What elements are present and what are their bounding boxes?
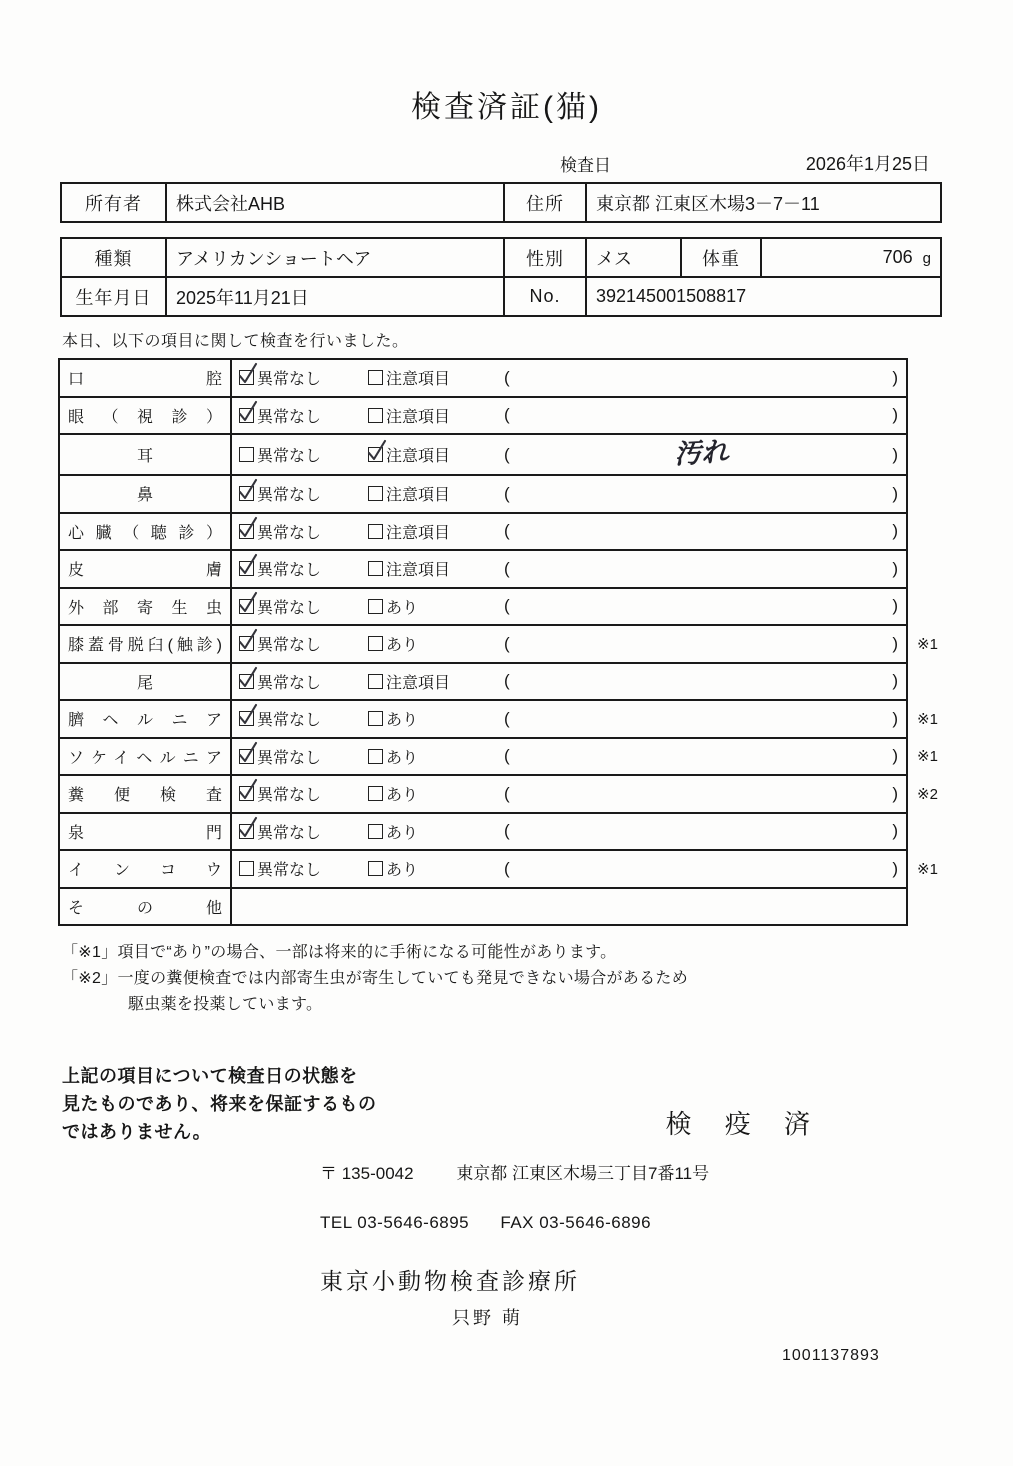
result-parentheses <box>504 484 906 504</box>
exam-option-label: あり <box>386 862 419 880</box>
exam-option <box>239 557 368 580</box>
exam-item-label: 尾 <box>59 663 231 701</box>
exam-option <box>368 782 504 805</box>
exam-option-label: 異常なし <box>257 524 322 542</box>
checkbox-checked <box>239 561 254 576</box>
paren-open: ( <box>504 483 510 503</box>
exam-option-label: 異常なし <box>257 371 322 389</box>
quarantine-passed-stamp: 検 疫 済 <box>665 1109 823 1139</box>
footnote-mark <box>907 663 953 701</box>
exam-row <box>59 475 953 513</box>
exam-option-label: 異常なし <box>257 712 322 730</box>
checkbox-unchecked <box>368 824 383 839</box>
checkbox-unchecked <box>368 711 383 726</box>
exam-item-label: 泉門 <box>59 813 231 851</box>
exam-item-label: 皮膚 <box>59 550 231 588</box>
result-parentheses <box>504 821 906 841</box>
paren-open: ( <box>504 858 510 878</box>
breed-label: 種類 <box>61 238 166 277</box>
clinic-address: 東京都 江東区木場三丁目7番11号 <box>456 1164 710 1183</box>
exam-option <box>239 707 368 730</box>
owner-value: 株式会社AHB <box>166 183 504 222</box>
footnote-mark: ※1 <box>917 748 938 766</box>
footnote-mark <box>907 588 953 626</box>
exam-row <box>59 663 953 701</box>
no-label: No. <box>504 277 586 316</box>
exam-option <box>239 404 368 427</box>
exam-option <box>368 595 504 618</box>
exam-row <box>59 359 953 397</box>
exam-option <box>368 366 504 389</box>
exam-option <box>239 820 368 843</box>
exam-result-cell <box>231 625 907 663</box>
checkbox-unchecked <box>239 861 254 876</box>
exam-item-label: 耳 <box>59 434 231 475</box>
clinic-address-line <box>320 1159 1013 1184</box>
exam-option <box>368 404 504 427</box>
paren-open: ( <box>504 746 510 766</box>
inspection-date-row <box>60 150 940 176</box>
exam-item-label: 鼻 <box>59 475 231 513</box>
checkbox-unchecked <box>368 749 383 764</box>
exam-item-label: 膝蓋骨脱臼(触診) <box>59 625 231 663</box>
exam-result-cell <box>231 475 907 513</box>
paren-open: ( <box>504 633 510 653</box>
exam-option-label: 異常なし <box>257 862 322 880</box>
checkbox-checked <box>239 486 254 501</box>
exam-result-cell <box>231 700 907 738</box>
exam-option <box>239 632 368 655</box>
exam-item-label: 口腔 <box>59 359 231 397</box>
exam-option <box>239 595 368 618</box>
birthdate-row <box>61 277 941 316</box>
result-parentheses <box>504 559 906 579</box>
exam-option-label: 異常なし <box>257 408 322 426</box>
footnote-mark: ※2 <box>917 785 938 803</box>
exam-row <box>59 588 953 626</box>
postal-code: 〒 135-0042 <box>320 1164 414 1183</box>
exam-option <box>239 443 368 466</box>
exam-item-label: インコウ <box>59 850 231 888</box>
exam-option <box>368 820 504 843</box>
exam-item-label: 臍ヘルニア <box>59 700 231 738</box>
checkbox-checked <box>239 786 254 801</box>
footnote-mark: ※1 <box>917 860 938 878</box>
handwritten-check-icon <box>236 778 260 802</box>
intro-text: 本日、以下の項目に関して検査を行いました。 <box>62 333 409 350</box>
footnotes <box>62 940 1013 1018</box>
exam-item-label: 心臓（聴診） <box>59 513 231 551</box>
exam-option-label: 異常なし <box>257 787 322 805</box>
exam-option <box>239 857 368 880</box>
handwritten-check-icon <box>236 553 260 577</box>
paren-close: ) <box>892 483 898 503</box>
paren-close: ) <box>892 558 898 578</box>
checkbox-unchecked <box>368 599 383 614</box>
exam-option-label: あり <box>386 824 419 842</box>
disclaimer-line-3: ではありません。 <box>62 1122 212 1142</box>
exam-row <box>59 550 953 588</box>
exam-option <box>239 745 368 768</box>
owner-table <box>60 182 942 223</box>
breed-value: アメリカンショートヘア <box>166 238 504 277</box>
paren-close: ) <box>892 821 898 841</box>
exam-row <box>59 700 953 738</box>
bottom-section <box>0 1062 1013 1146</box>
handwritten-check-icon <box>365 439 389 463</box>
exam-result-cell <box>231 738 907 776</box>
checkbox-unchecked <box>368 861 383 876</box>
footnote-mark <box>907 359 953 397</box>
paren-close: ) <box>892 367 898 387</box>
exam-result-cell <box>231 513 907 551</box>
exam-result-cell <box>231 588 907 626</box>
exam-result-cell <box>231 359 907 397</box>
checkbox-checked <box>368 447 383 462</box>
paren-open: ( <box>504 367 510 387</box>
exam-table <box>58 358 954 926</box>
exam-option <box>368 857 504 880</box>
handwritten-check-icon <box>236 400 260 424</box>
exam-result-cell <box>231 813 907 851</box>
birthdate-label: 生年月日 <box>61 277 166 316</box>
paren-open: ( <box>504 521 510 541</box>
sex-label: 性別 <box>504 238 586 277</box>
paren-open: ( <box>504 708 510 728</box>
exam-option <box>239 782 368 805</box>
exam-option-label: 注意項目 <box>386 674 451 692</box>
exam-option <box>239 670 368 693</box>
checkbox-checked <box>239 636 254 651</box>
paren-close: ) <box>892 783 898 803</box>
result-parentheses <box>504 368 906 388</box>
birthdate-value: 2025年11月21日 <box>166 277 504 316</box>
result-parentheses <box>504 596 906 616</box>
exam-item-label: 糞便検査 <box>59 775 231 813</box>
exam-item-label: 外部寄生虫 <box>59 588 231 626</box>
disclaimer <box>62 1062 377 1146</box>
exam-row <box>59 888 953 926</box>
exam-option <box>239 520 368 543</box>
checkbox-unchecked <box>368 370 383 385</box>
weight-unit: g <box>922 250 931 267</box>
paren-open: ( <box>504 558 510 578</box>
exam-result-cell <box>231 775 907 813</box>
exam-result-cell <box>231 888 907 926</box>
checkbox-unchecked <box>368 636 383 651</box>
result-parentheses <box>504 859 906 879</box>
footnote-1: 「※1」項目で“あり”の場合、一部は将来的に手術になる可能性があります。 <box>62 944 617 961</box>
result-parentheses <box>504 784 906 804</box>
exam-result-cell <box>231 850 907 888</box>
result-parentheses <box>504 709 906 729</box>
owner-row <box>61 183 941 222</box>
checkbox-checked <box>239 749 254 764</box>
exam-item-label: 眼（視診） <box>59 397 231 435</box>
checkbox-checked <box>239 408 254 423</box>
exam-option-label: 異常なし <box>257 448 322 465</box>
result-parentheses <box>504 521 906 541</box>
checkbox-unchecked <box>368 786 383 801</box>
address-label: 住所 <box>504 183 586 222</box>
exam-option-label: 注意項目 <box>386 408 451 426</box>
exam-option-label: 異常なし <box>257 674 322 692</box>
paren-open: ( <box>504 405 510 425</box>
checkbox-unchecked <box>239 447 254 462</box>
exam-item-label: その他 <box>59 888 231 926</box>
disclaimer-line-1: 上記の項目について検査日の状態を <box>62 1066 358 1086</box>
paren-close: ) <box>892 708 898 728</box>
checkbox-checked <box>239 711 254 726</box>
exam-item-label: ソケイヘルニア <box>59 738 231 776</box>
handwritten-check-icon <box>236 816 260 840</box>
exam-option <box>239 482 368 505</box>
checkbox-unchecked <box>368 561 383 576</box>
disclaimer-line-2: 見たものであり、将来を保証するもの <box>62 1094 377 1114</box>
exam-option-label: 異常なし <box>257 637 322 655</box>
result-parentheses <box>504 435 906 474</box>
exam-option-label: 異常なし <box>257 749 322 767</box>
exam-option <box>239 366 368 389</box>
handwritten-note: 汚れ <box>673 436 729 471</box>
address-value: 東京都 江東区木場3－7－11 <box>586 183 941 222</box>
paren-close: ) <box>892 633 898 653</box>
paren-close: ) <box>892 858 898 878</box>
exam-option-label: あり <box>386 787 419 805</box>
paren-open: ( <box>504 783 510 803</box>
exam-row <box>59 434 953 475</box>
checkbox-checked <box>239 524 254 539</box>
paren-open: ( <box>504 596 510 616</box>
exam-option-label: 異常なし <box>257 824 322 842</box>
exam-option-label: あり <box>386 712 419 730</box>
checkbox-checked <box>239 599 254 614</box>
paren-open: ( <box>504 671 510 691</box>
sex-value: メス <box>586 238 681 277</box>
exam-result-cell <box>231 550 907 588</box>
page-title: 検査済証(猫) <box>411 91 602 124</box>
exam-result-cell <box>231 663 907 701</box>
paren-open: ( <box>504 821 510 841</box>
footnote-2: 「※2」一度の糞便検査では内部寄生虫が寄生していても発見できない場合があるため <box>62 970 689 987</box>
paren-open: ( <box>504 444 510 464</box>
exam-row <box>59 850 953 888</box>
handwritten-check-icon <box>236 703 260 727</box>
exam-option <box>368 632 504 655</box>
result-parentheses <box>504 671 906 691</box>
result-parentheses <box>504 746 906 766</box>
clinic-contact-line <box>320 1213 1013 1233</box>
veterinarian-name: 只野 萌 <box>452 1308 524 1328</box>
exam-option-label: あり <box>386 637 419 655</box>
checkbox-unchecked <box>368 674 383 689</box>
exam-option-label: 注意項目 <box>386 524 451 542</box>
weight-label: 体重 <box>681 238 761 277</box>
exam-option <box>368 745 504 768</box>
inspection-date-label: 検査日 <box>560 156 611 175</box>
exam-option-label: あり <box>386 749 419 767</box>
clinic-name: 東京小動物検査診療所 <box>320 1268 580 1294</box>
footnote-mark <box>907 475 953 513</box>
exam-option <box>368 443 504 466</box>
handwritten-check-icon <box>236 362 260 386</box>
footnote-mark: ※1 <box>917 710 938 728</box>
checkbox-unchecked <box>368 486 383 501</box>
exam-row <box>59 775 953 813</box>
exam-option-label: 注意項目 <box>386 487 451 505</box>
footnote-mark <box>907 888 953 926</box>
no-value: 392145001508817 <box>586 277 941 316</box>
paren-close: ) <box>892 444 898 464</box>
exam-row <box>59 625 953 663</box>
exam-option-label: 注意項目 <box>386 448 451 465</box>
exam-option <box>368 520 504 543</box>
paren-close: ) <box>892 521 898 541</box>
exam-option-label: 異常なし <box>257 487 322 505</box>
footnote-mark: ※1 <box>917 635 938 653</box>
exam-option-label: 注意項目 <box>386 562 451 580</box>
exam-option <box>368 557 504 580</box>
handwritten-check-icon <box>236 591 260 615</box>
paren-close: ) <box>892 596 898 616</box>
document-number: 1001137893 <box>782 1347 880 1364</box>
breed-row <box>61 238 941 277</box>
exam-option-label: 異常なし <box>257 562 322 580</box>
handwritten-check-icon <box>236 628 260 652</box>
exam-row <box>59 813 953 851</box>
handwritten-check-icon <box>236 516 260 540</box>
checkbox-checked <box>239 674 254 689</box>
inspection-date-value: 2026年1月25日 <box>805 154 930 174</box>
exam-result-cell <box>231 434 907 475</box>
result-parentheses <box>504 405 906 425</box>
footnote-mark <box>907 397 953 435</box>
exam-row <box>59 513 953 551</box>
paren-close: ) <box>892 405 898 425</box>
handwritten-check-icon <box>236 741 260 765</box>
footnote-2-continued: 駆虫薬を投薬しています。 <box>128 996 323 1013</box>
exam-option <box>368 707 504 730</box>
handwritten-check-icon <box>236 666 260 690</box>
exam-option <box>368 670 504 693</box>
checkbox-checked <box>239 824 254 839</box>
handwritten-check-icon <box>236 478 260 502</box>
pet-info-table <box>60 237 942 317</box>
footnote-mark <box>907 513 953 551</box>
paren-close: ) <box>892 671 898 691</box>
weight-number: 706 <box>882 247 913 267</box>
exam-option-label: あり <box>386 599 419 617</box>
checkbox-unchecked <box>368 408 383 423</box>
clinic-tel: TEL 03-5646-6895 <box>320 1213 470 1232</box>
weight-value <box>761 238 941 277</box>
footnote-mark <box>907 550 953 588</box>
checkbox-unchecked <box>368 524 383 539</box>
exam-row <box>59 738 953 776</box>
exam-option-label: 注意項目 <box>386 371 451 389</box>
footnote-mark <box>907 813 953 851</box>
exam-option-label: 異常なし <box>257 599 322 617</box>
result-parentheses <box>504 634 906 654</box>
paren-close: ) <box>892 746 898 766</box>
clinic-fax: FAX 03-5646-6896 <box>500 1213 652 1232</box>
exam-option <box>368 482 504 505</box>
checkbox-checked <box>239 370 254 385</box>
footnote-mark <box>907 434 953 475</box>
owner-label: 所有者 <box>61 183 166 222</box>
